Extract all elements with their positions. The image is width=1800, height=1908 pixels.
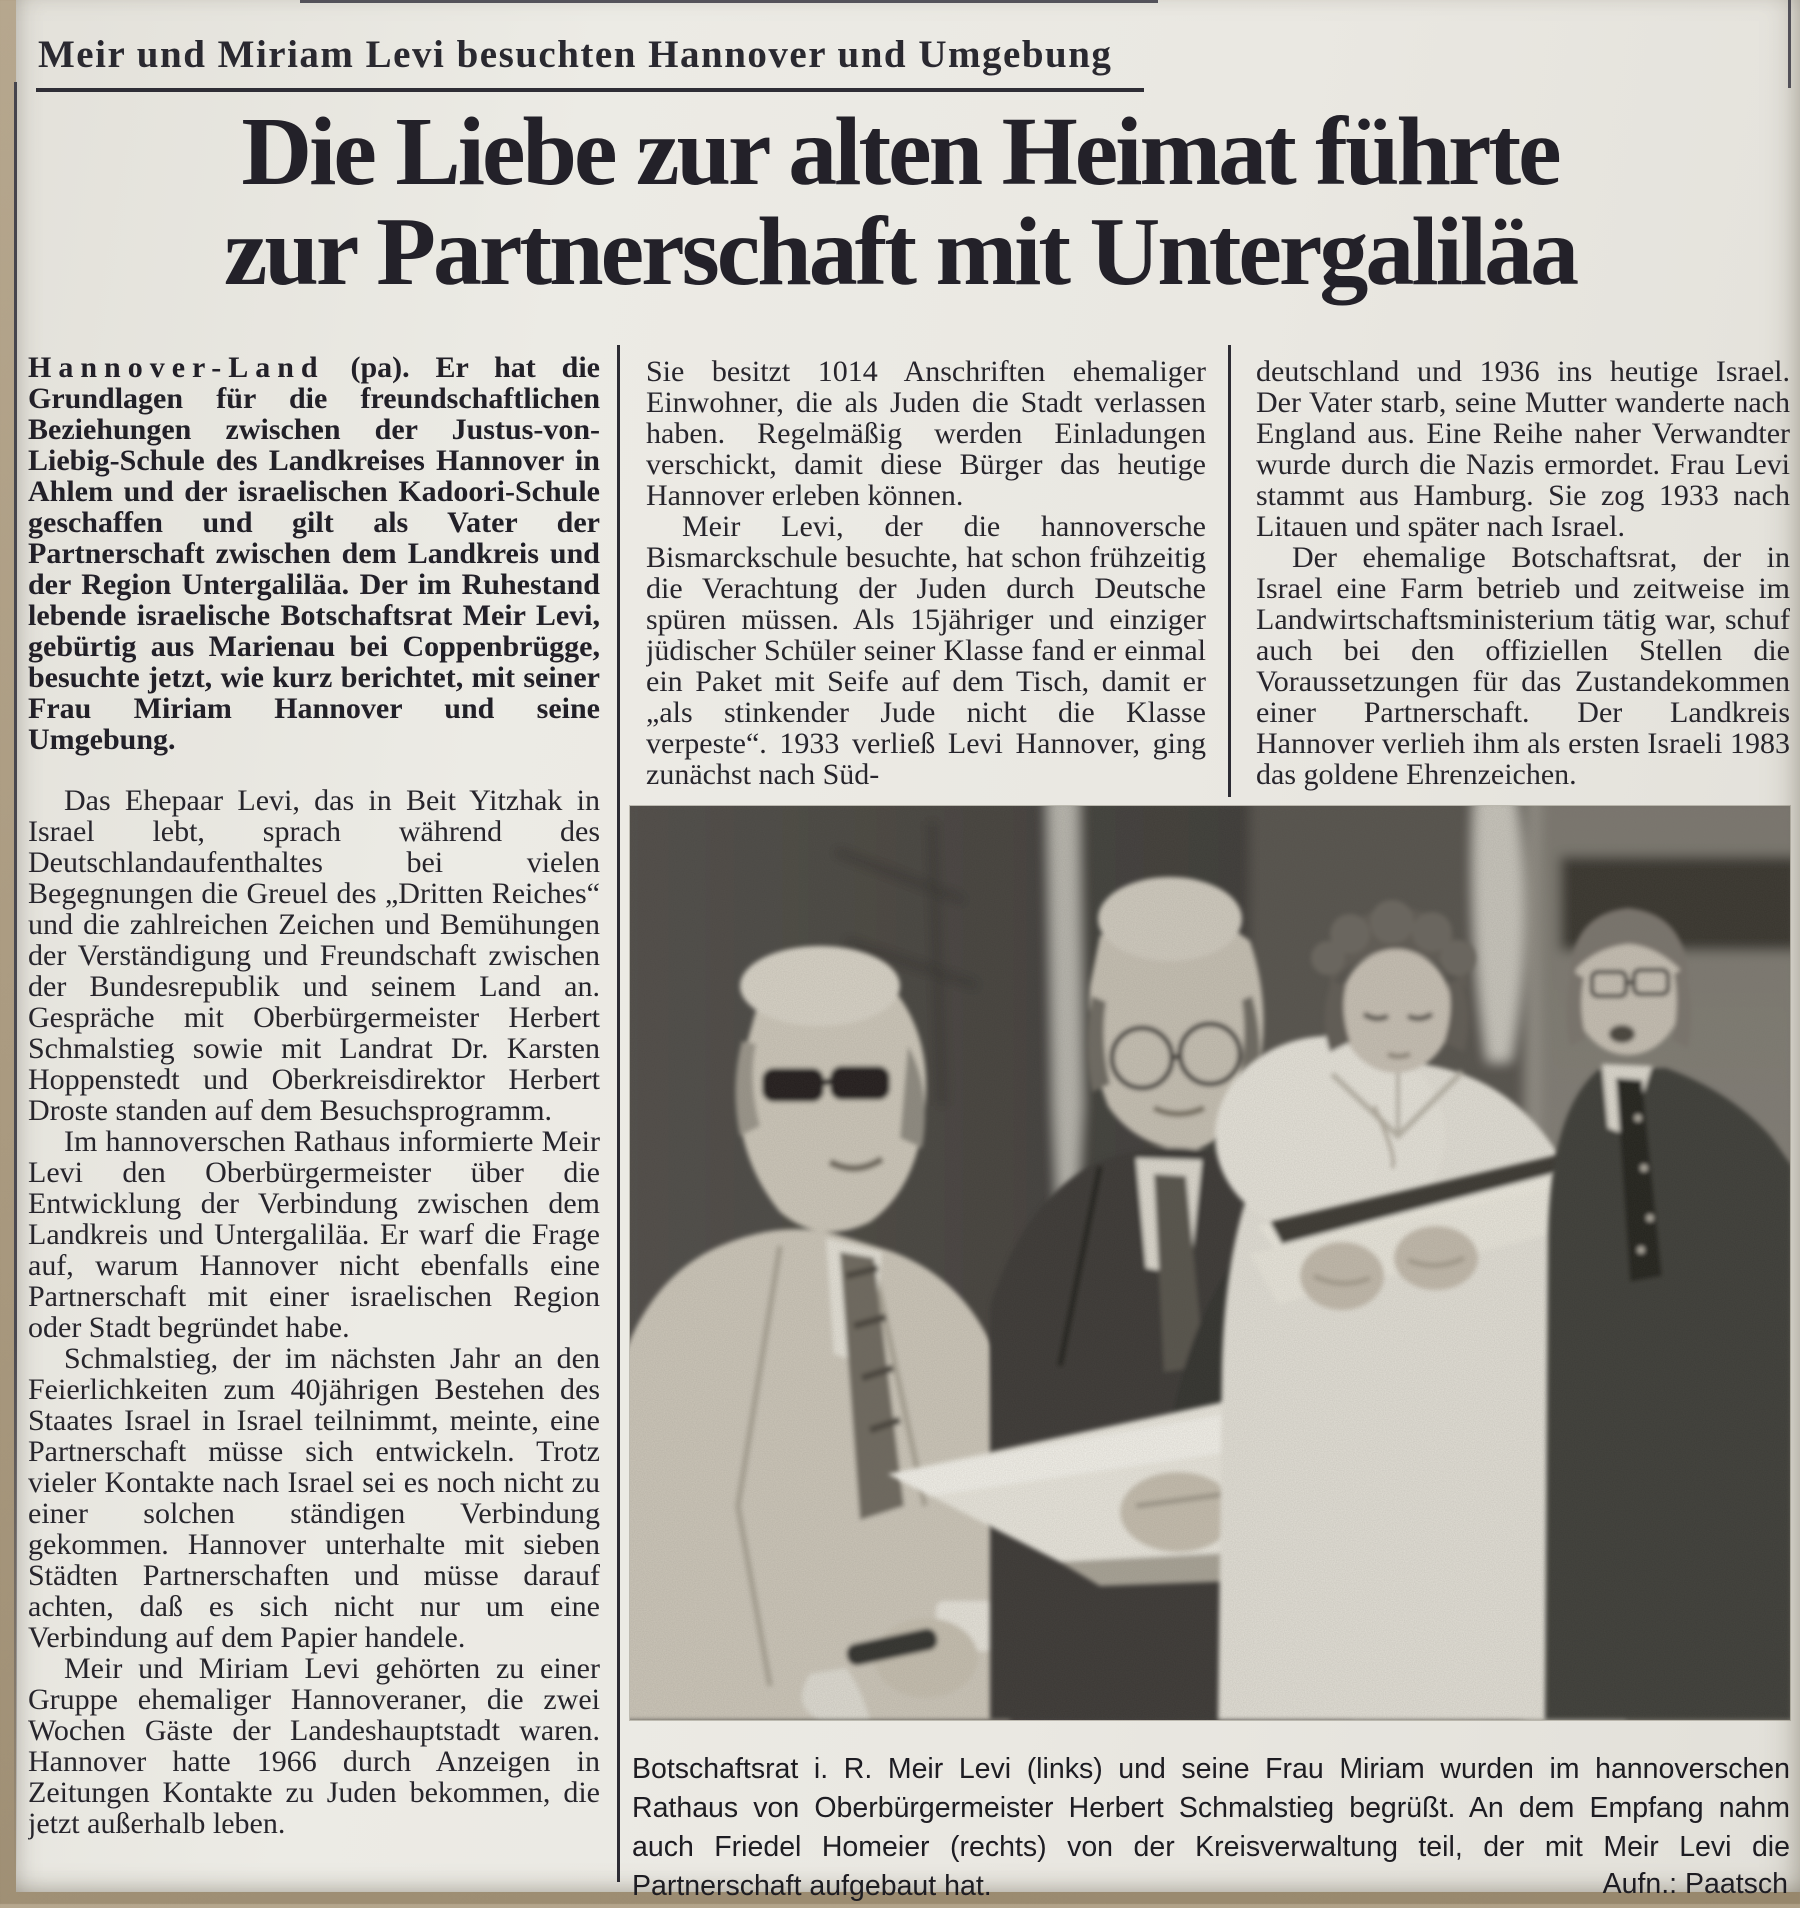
photo-caption <box>632 1750 1790 1908</box>
photo-credit: Aufn.: Paatsch <box>1602 1868 1788 1900</box>
kicker: Meir und Miriam Levi besuchten Hannover und Umgebung <box>38 33 1113 76</box>
news-photo-image <box>630 806 1790 1720</box>
kicker-underline <box>36 88 1144 92</box>
column-rule-1 <box>617 345 620 1882</box>
column-3 <box>1256 356 1790 806</box>
dateline: Hannover-Land <box>28 352 325 384</box>
dateline-tag: (pa). <box>350 352 410 384</box>
headline-line-2: zur Partnerschaft mit Untergaliläa <box>223 198 1577 306</box>
photo-caption-text: Botschaftsrat i. R. Meir Levi (links) und seine Frau Miriam wurden im hannoverschen Rathaus von Oberbürgermeister Herbert Schmalstieg begrüßt. An dem Empfang nahm auch Friedel Homeier (rechts) von der Kreisverwaltung teil, der mit Meir Levi die Partnerschaft aufgebaut hat. <box>632 1753 1790 1902</box>
lead-paragraph <box>28 352 600 755</box>
body-paragraph: Schmalstieg, der im nächsten Jahr an den Feierlichkeiten zum 40jährigen Bestehen des Staates Israel in Israel teilnimmt, meinte, eine Partnerschaft müsse sich entwickeln. Trotz vieler Kontakte nach Israel sei es noch nicht zu einer solchen ständigen Verbindung gekommen. Hannover unterhalte mit sieben Städten Partnerschaften und müsse darauf achten, daß es sich nicht nur um eine Verbindung auf dem Papier handele. <box>28 1342 600 1654</box>
headline-line-1: Die Liebe zur alten Heimat führte <box>241 98 1559 206</box>
halftone-grain-overlay <box>630 806 1790 1720</box>
column-rule-2 <box>1228 345 1231 797</box>
news-photo <box>630 806 1790 1720</box>
lead-text: Er hat die Grundlagen für die freundschaftlichen Beziehungen zwischen der Justus-von-Liebig-Schule des Landkreises Hannover in Ahlem und der israelischen Kadoori-Schule geschaffen und gilt als Vater der Partnerschaft zwischen dem Landkreis und der Region Untergaliläa. Der im Ruhestand lebende israelische Botschaftsrat Meir Levi, gebürtig aus Marienau bei Coppenbrügge, besuchte jetzt, wie kurz berichtet, mit seiner Frau Miriam Hannover und seine Umgebung. <box>28 352 600 756</box>
headline <box>30 98 1770 306</box>
body-paragraph: Sie besitzt 1014 Anschriften ehemaliger Einwohner, die als Juden die Stadt verlassen haben. Regelmäßig werden Einladungen verschickt, damit diese Bürger das heutige Hannover erleben können. <box>646 356 1206 512</box>
body-paragraph: Im hannoverschen Rathaus informierte Meir Levi den Oberbürgermeister über die Entwicklung der Verbindung zwischen dem Landkreis und Untergaliläa. Er warf die Frage auf, warum Hannover nicht ebenfalls eine Partnerschaft mit einer israelischen Region oder Stadt begründet habe. <box>28 1125 600 1344</box>
body-paragraph: Meir Levi, der die hannoversche Bismarckschule besuchte, hat schon frühzeitig die Verachtung der Juden durch Deutsche spüren müssen. Als 15jähriger und einziger jüdischer Schüler seiner Klasse fand er einmal ein Paket mit Seife auf dem Tisch, damit er „als stinkender Jude nicht die Klasse verpeste“. 1933 verließ Levi Hannover, ging zunächst nach Süd- <box>646 510 1206 791</box>
clipping-top-cut-edge <box>300 0 1158 3</box>
clipping-top-right-cut-edge <box>1788 0 1791 88</box>
body-paragraph: Das Ehepaar Levi, das in Beit Yitzhak in Israel lebt, sprach während des Deutschlandaufenthaltes bei vielen Begegnungen die Greuel des „Dritten Reiches“ und die zahlreichen Zeichen und Bemühungen der Verständigung und Freundschaft zwischen der Bundesrepublik und seinem Land an. Gespräche mit Oberbürgermeister Herbert Schmalstieg sowie mit Landrat Dr. Karsten Hoppenstedt und Oberkreisdirektor Herbert Droste standen auf dem Besuchsprogramm. <box>28 784 600 1127</box>
column-2 <box>646 356 1206 806</box>
body-paragraph: deutschland und 1936 ins heutige Israel. Der Vater starb, seine Mutter wanderte nach England aus. Eine Reihe naher Verwandter wurde durch die Nazis ermordet. Frau Levi stammt aus Hamburg. Sie zog 1933 nach Litauen und später nach Israel. <box>1256 356 1790 543</box>
column-1 <box>28 352 600 1884</box>
clipping-left-edge <box>14 82 17 1874</box>
body-paragraph: Der ehemalige Botschaftsrat, der in Israel eine Farm betrieb und zeitweise im Landwirtschaftsministerium tätig war, schuf auch bei den offiziellen Stellen die Voraussetzungen für das Zustandekommen einer Partnerschaft. Der Landkreis Hannover verlieh ihm als ersten Israeli 1983 das goldene Ehrenzeichen. <box>1256 541 1790 791</box>
body-paragraph: Meir und Miriam Levi gehörten zu einer Gruppe ehemaliger Hannoveraner, die zwei Wochen Gäste der Landeshauptstadt waren. Hannover hatte 1966 durch Anzeigen in Zeitungen Kontakte zu Juden bekommen, die jetzt außerhalb leben. <box>28 1652 600 1840</box>
